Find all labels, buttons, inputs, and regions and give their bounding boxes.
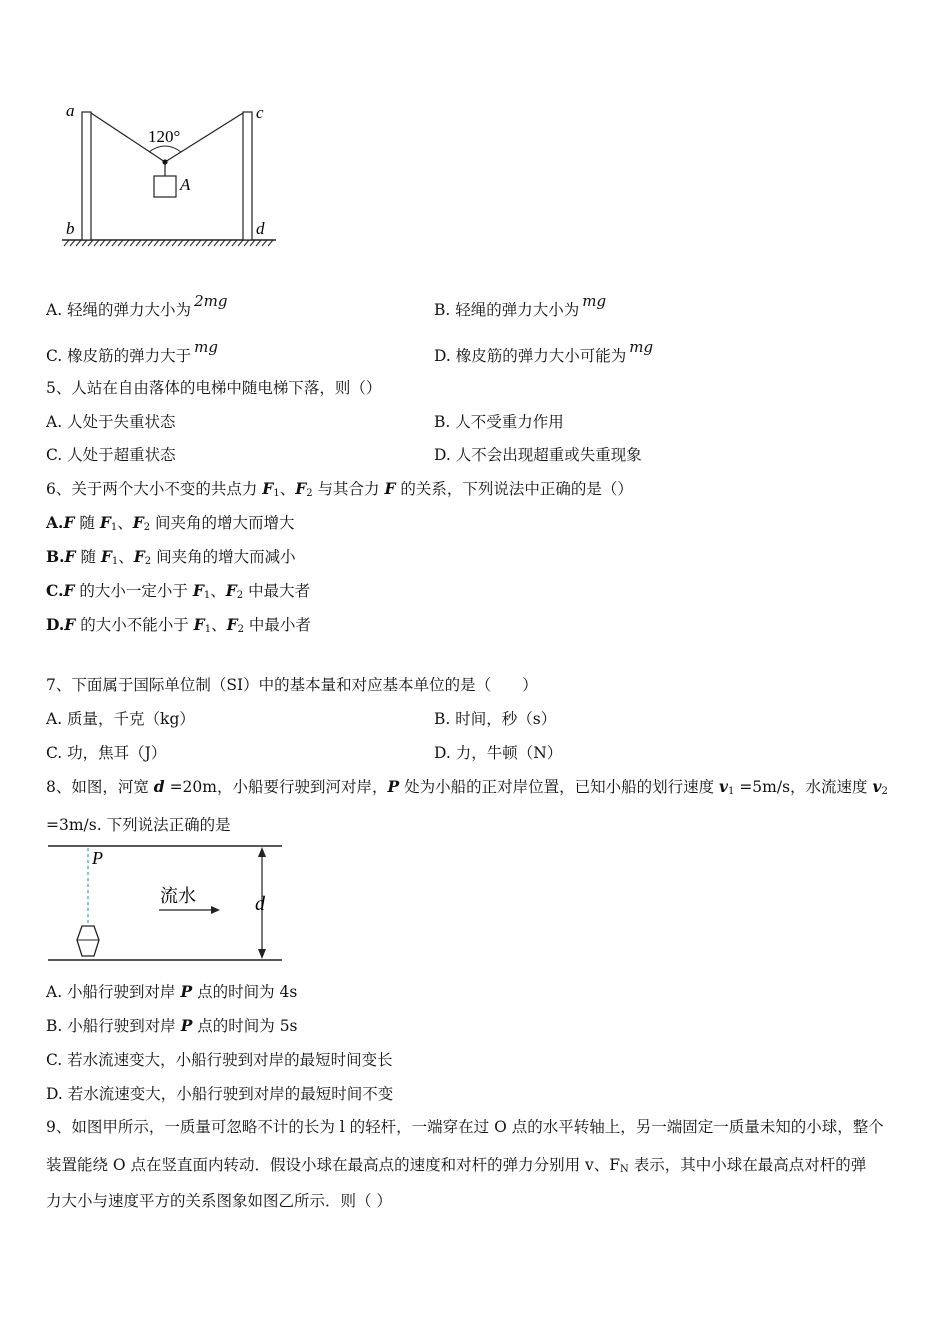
q5-option-a[interactable]: A. 人处于失重状态 (46, 413, 176, 431)
figure-poles-rubber-band (60, 98, 280, 248)
q7-option-d[interactable]: D. 力，牛顿（N） (434, 744, 563, 762)
q4-option-a[interactable]: A. 轻绳的弹力大小为 2mg (46, 292, 228, 319)
q5-option-b[interactable]: B. 人不受重力作用 (434, 413, 564, 431)
q9-stem-line2: 装置能绕 O 点在竖直面内转动．假设小球在最高点的速度和对杆的弹力分别用 v、$F_N$ 表示，其中小球在最高点对杆的弹 (46, 1156, 867, 1175)
q7-option-c[interactable]: C. 功，焦耳（J） (46, 744, 167, 762)
q8-option-c[interactable]: C. 若水流速变大，小船行驶到对岸的最短时间变长 (46, 1051, 393, 1069)
q8-stem-line2: =3m/s. 下列说法正确的是 (46, 816, 231, 834)
fig-label-d: d (255, 893, 265, 915)
q5-stem: 5、人站在自由落体的电梯中随电梯下落，则（） (46, 379, 382, 397)
q7-option-b[interactable]: B. 时间，秒（s） (434, 710, 557, 728)
q8-option-b[interactable]: B. 小船行驶到对岸 P 点的时间为 5s (46, 1016, 298, 1035)
q4-option-d[interactable]: D. 橡皮筋的弹力大小可能为 mg (434, 338, 654, 365)
label-c: c (256, 103, 264, 122)
q8-stem-line1: 8、如图，河宽 d =20m，小船要行驶到河对岸，P 处为小船的正对岸位置，已知小船的划行速度 $v_1 =5m/s$，水流速度 $v_2$ (46, 777, 888, 797)
q6-option-b[interactable]: B.F 随 $F_1$、$F_2$ 间夹角的增大而减小 (46, 547, 296, 567)
q6-option-d[interactable]: D.F 的大小不能小于 $F_1$、$F_2$ 中最小者 (46, 615, 311, 635)
q7-option-a[interactable]: A. 质量，千克（kg） (46, 710, 195, 728)
q5-option-c[interactable]: C. 人处于超重状态 (46, 446, 176, 464)
fig-label-p: P (92, 848, 103, 868)
q4-option-c[interactable]: C. 橡皮筋的弹力大于 mg (46, 338, 218, 365)
q4-option-d-value: mg (629, 338, 654, 356)
q6-option-a[interactable]: A.F 随 $F_1$、$F_2$ 间夹角的增大而增大 (46, 513, 295, 533)
fig-label-flow: 流水 (160, 886, 196, 906)
q4-option-a-value: 2mg (194, 292, 228, 310)
q4-option-b-value: mg (582, 292, 607, 310)
q9-stem-line3: 力大小与速度平方的关系图象如图乙所示．则（ ） (46, 1192, 392, 1210)
label-d: d (256, 219, 265, 238)
q7-stem: 7、下面属于国际单位制（SI）中的基本量和对应基本单位的是（ ） (46, 676, 538, 694)
angle-label: 120° (148, 127, 181, 146)
q6-option-c[interactable]: C.F 的大小一定小于 $F_1$、$F_2$ 中最大者 (46, 581, 311, 601)
q8-option-d[interactable]: D. 若水流速变大，小船行驶到对岸的最短时间不变 (46, 1085, 394, 1103)
q9-stem-line1: 9、如图甲所示，一质量可忽略不计的长为 l 的轻杆，一端穿在过 O 点的水平转轴上，另一端固定一质量未知的小球，整个 (46, 1118, 884, 1136)
q5-option-d[interactable]: D. 人不会出现超重或失重现象 (434, 446, 642, 464)
q4-option-b[interactable]: B. 轻绳的弹力大小为 mg (434, 292, 607, 319)
q6-stem: 6、关于两个大小不变的共点力 $F_1$、$F_2$ 与其合力 F 的关系，下列说法中正确的是（） (46, 479, 633, 499)
figure-river-boat (46, 840, 286, 965)
q8-option-a[interactable]: A. 小船行驶到对岸 P 点的时间为 4s (46, 982, 298, 1001)
q4-option-c-value: mg (194, 338, 218, 356)
block-label: A (180, 175, 191, 194)
label-a: a (66, 101, 75, 120)
label-b: b (66, 219, 75, 238)
